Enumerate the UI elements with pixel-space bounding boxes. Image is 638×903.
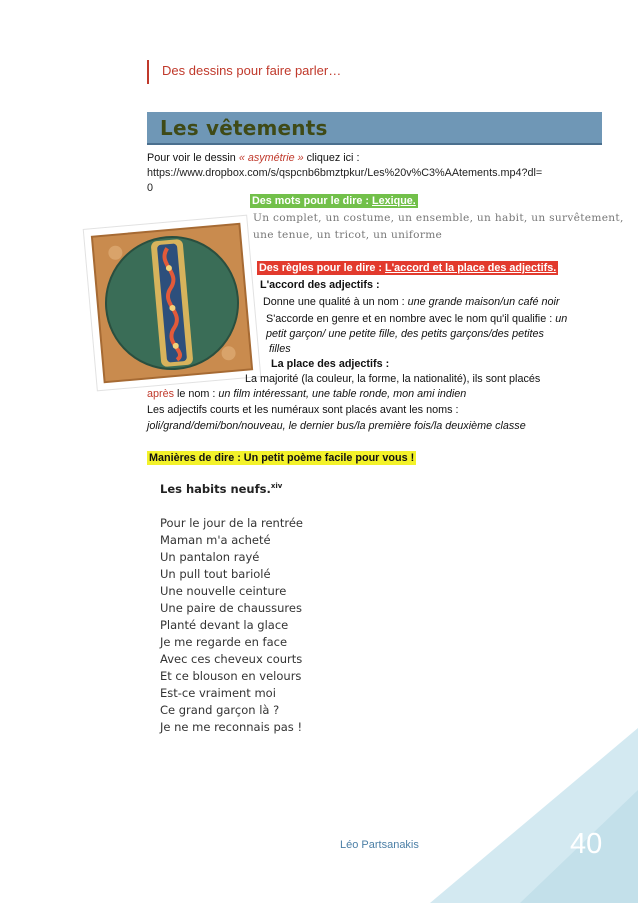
accord-line-4: filles: [269, 343, 291, 355]
place-line-1: La majorité (la couleur, la forme, la nationalité), ils sont placés: [245, 373, 541, 385]
place-line-2: [147, 387, 466, 402]
regles-badge: [257, 261, 558, 275]
place-line-2-text: le nom :: [174, 388, 219, 400]
place-line-2-example: un film intéressant, une table ronde, mon ami indien: [218, 388, 467, 400]
running-title: Des dessins pour faire parler…: [162, 63, 342, 78]
regles-link[interactable]: L'accord et la place des adjectifs.: [385, 262, 557, 274]
lexique-words-1: Un complet, un costume, un ensemble, un habit, un survêtement,: [253, 212, 624, 224]
accord-line-3: petit garçon/ une petite fille, des petits garçons/des petites: [266, 328, 544, 340]
accord-line-1-example: une grande maison/un café noir: [407, 296, 560, 308]
intro-em: « asymétrie »: [238, 152, 304, 164]
accord-line-2-example: un: [555, 313, 568, 325]
place-line-2-red: après: [147, 388, 175, 400]
poem-line: Est-ce vraiment moi: [160, 686, 276, 700]
poem-title: [160, 482, 282, 496]
poem-line: Un pantalon rayé: [160, 550, 260, 564]
accord-line-2: [266, 312, 567, 327]
poem-line: Avec ces cheveux courts: [160, 652, 303, 666]
regles-label: [257, 261, 558, 276]
poem-line: Et ce blouson en velours: [160, 669, 302, 683]
poem-body: [160, 515, 303, 736]
poem-line: Ce grand garçon là ?: [160, 703, 280, 717]
poem-line: Un pull tout bariolé: [160, 567, 271, 581]
lexique-label: [250, 194, 418, 209]
accord-line-1: [263, 295, 560, 310]
section-title: Les vêtements: [160, 116, 328, 140]
accord-subtitle: L'accord des adjectifs :: [260, 279, 380, 291]
poem-line: Je me regarde en face: [160, 635, 288, 649]
accord-line-2-text: S'accorde en genre et en nombre avec le nom qu'il qualifie :: [266, 313, 556, 325]
place-subtitle: La place des adjectifs :: [271, 358, 390, 370]
poem-line: Pour le jour de la rentrée: [160, 516, 303, 530]
intro-suffix: cliquez ici :: [303, 152, 360, 164]
accord-line-1-text: Donne une qualité à un nom :: [263, 296, 408, 308]
place-line-3: Les adjectifs courts et les numéraux sont placés avant les noms :: [147, 404, 459, 416]
decorative-tile-image: [72, 208, 272, 398]
lexique-link[interactable]: Lexique.: [372, 195, 416, 207]
dropbox-link-cont[interactable]: 0: [147, 182, 154, 194]
lexique-label-text: Des mots pour le dire :: [252, 195, 372, 207]
poem-line: Une nouvelle ceinture: [160, 584, 287, 598]
header-accent-bar: [147, 60, 149, 84]
place-line-4: joli/grand/demi/bon/nouveau, le dernier bus/la première fois/la deuxième classe: [147, 420, 526, 432]
intro-prefix: Pour voir le dessin: [147, 152, 239, 164]
page-number: 40: [570, 828, 603, 860]
poem-line: Je ne me reconnais pas !: [160, 720, 303, 734]
manieres-badge: Manières de dire : Un petit poème facile pour vous !: [149, 452, 415, 464]
poem-line: Planté devant la glace: [160, 618, 289, 632]
manieres-label: [147, 451, 416, 466]
lexique-badge: [250, 194, 418, 208]
regles-label-text: Des règles pour le dire :: [259, 262, 386, 274]
footer-author: Léo Partsanakis: [340, 839, 419, 851]
poem-line: Une paire de chaussures: [160, 601, 302, 615]
dropbox-link[interactable]: https://www.dropbox.com/s/qspcnb6bmztpkur/Les%20v%C3%AAtements.mp4?dl=: [147, 167, 543, 179]
poem-title-text: Les habits neufs.: [160, 482, 271, 496]
poem-line: Maman m'a acheté: [160, 533, 271, 547]
poem-title-footnote: xiv: [270, 482, 283, 491]
lexique-words-2: une tenue, un tricot, un uniforme: [253, 229, 443, 241]
intro-line: [147, 151, 359, 166]
